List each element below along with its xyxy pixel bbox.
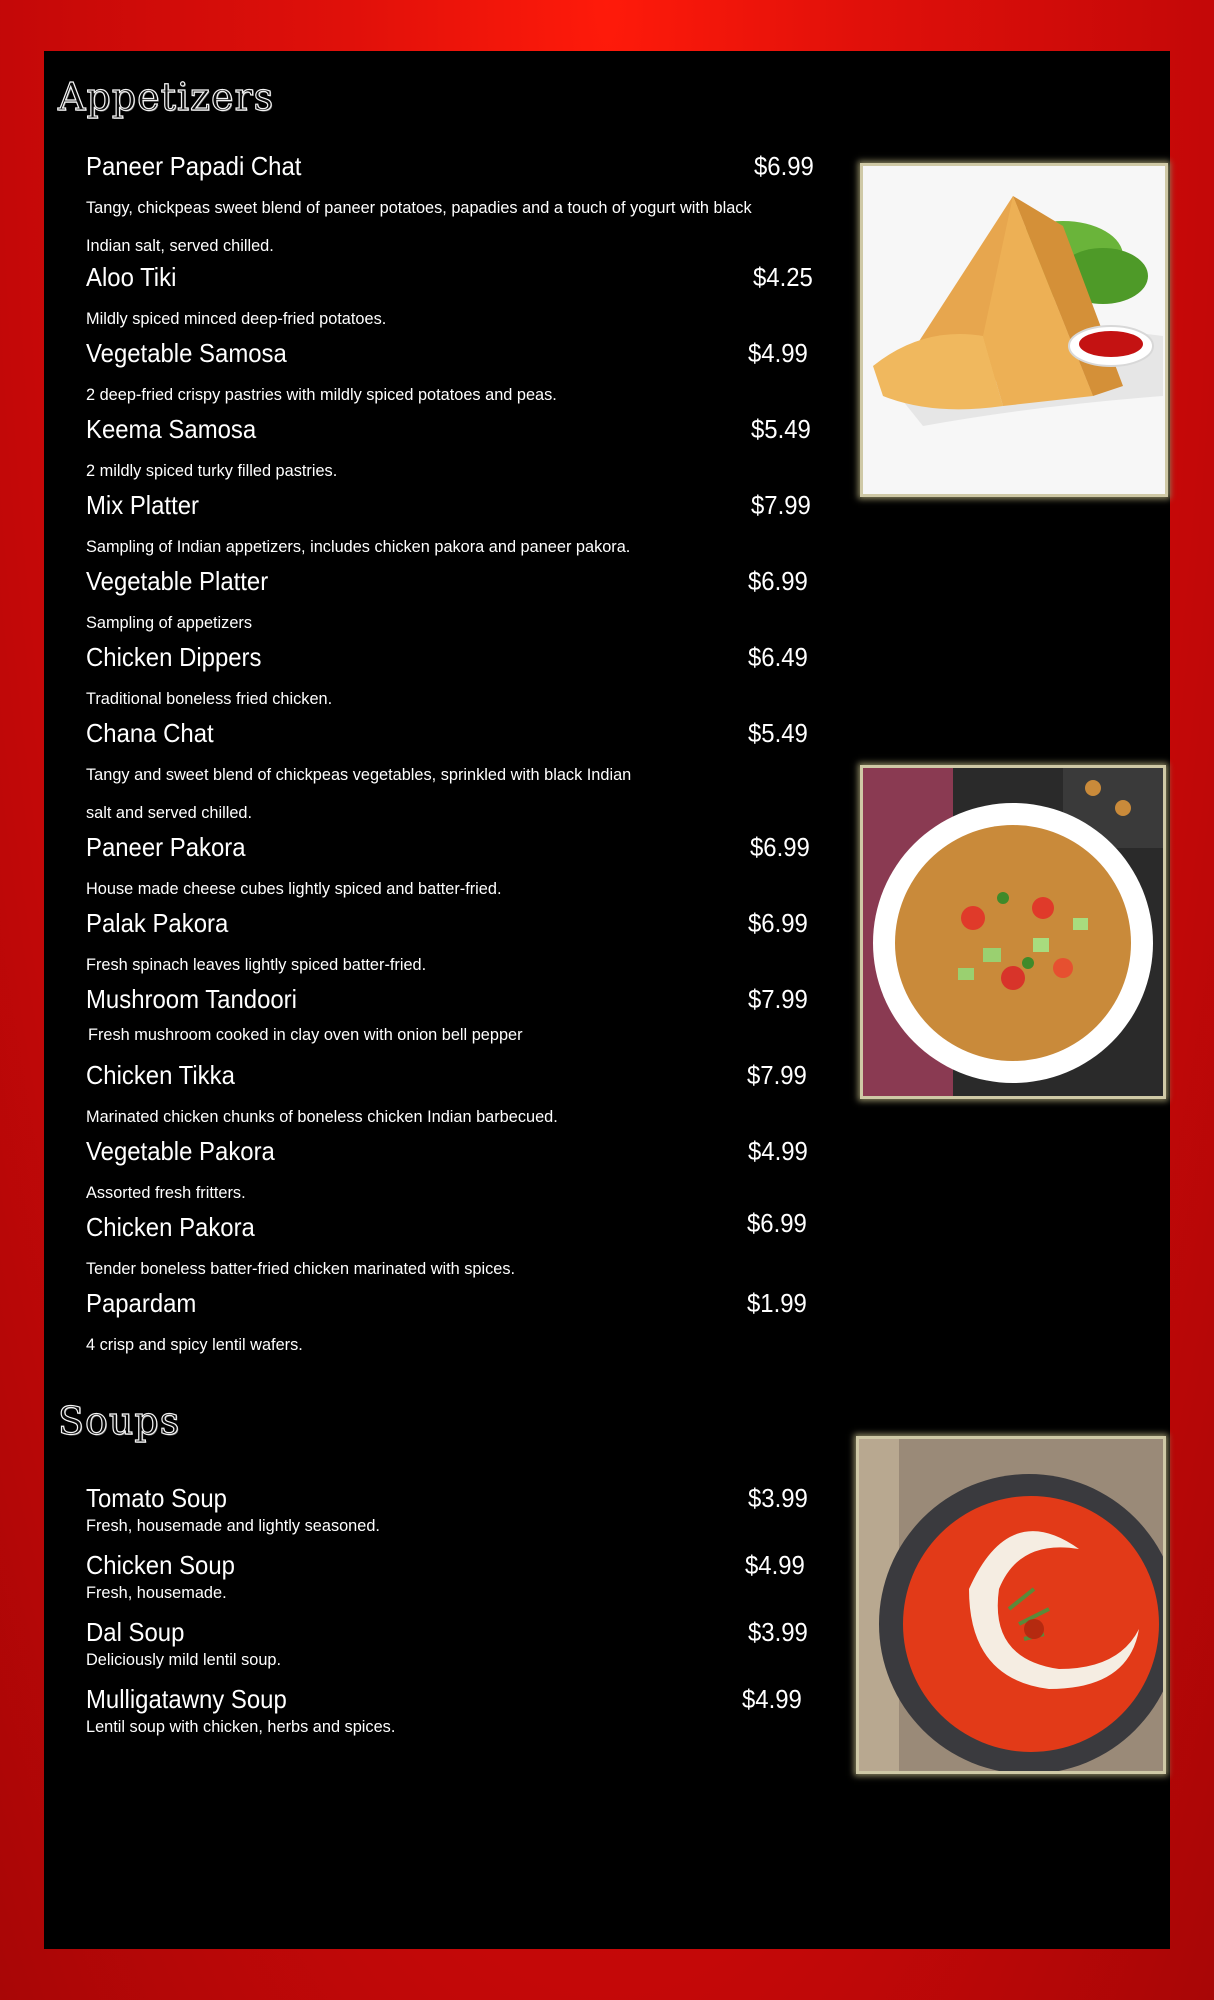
item-description: 4 crisp and spicy lentil wafers. bbox=[86, 1335, 303, 1354]
item-price: $7.99 bbox=[747, 1060, 807, 1090]
item-price: $6.99 bbox=[754, 151, 814, 181]
item-name: Chicken Pakora bbox=[86, 1212, 255, 1242]
item-name: Vegetable Platter bbox=[86, 566, 269, 596]
item-name: Mix Platter bbox=[86, 490, 199, 520]
item-name: Palak Pakora bbox=[86, 908, 229, 938]
item-description: Lentil soup with chicken, herbs and spices. bbox=[86, 1717, 396, 1736]
item-price: $5.49 bbox=[751, 414, 811, 444]
item-name: Paneer Pakora bbox=[86, 832, 246, 862]
item-description: Deliciously mild lentil soup. bbox=[86, 1650, 282, 1669]
item-description: Sampling of Indian appetizers, includes chicken pakora and paneer pakora. bbox=[86, 537, 631, 556]
item-price: $6.49 bbox=[748, 642, 808, 672]
item-price: $7.99 bbox=[751, 490, 811, 520]
item-name: Tomato Soup bbox=[86, 1483, 227, 1513]
item-price: $4.99 bbox=[748, 1136, 808, 1166]
item-description: Fresh, housemade and lightly seasoned. bbox=[86, 1516, 380, 1535]
item-price: $6.99 bbox=[747, 1208, 807, 1238]
item-name: Papardam bbox=[86, 1288, 197, 1318]
item-price: $3.99 bbox=[748, 1617, 808, 1647]
item-price: $6.99 bbox=[750, 832, 810, 862]
section-title-appetizers: Appetizers bbox=[58, 75, 275, 119]
item-price: $1.99 bbox=[747, 1288, 807, 1318]
item-name: Mulligatawny Soup bbox=[86, 1684, 287, 1714]
item-name: Keema Samosa bbox=[86, 414, 257, 444]
item-name: Aloo Tiki bbox=[86, 262, 177, 292]
item-description: Fresh mushroom cooked in clay oven with onion bell pepper bbox=[88, 1025, 523, 1044]
item-price: $6.99 bbox=[748, 908, 808, 938]
item-description: Traditional boneless fried chicken. bbox=[86, 689, 333, 708]
item-name: Chana Chat bbox=[86, 718, 214, 748]
item-price: $5.49 bbox=[748, 718, 808, 748]
item-name: Chicken Soup bbox=[86, 1550, 235, 1580]
chana-chat-photo bbox=[860, 765, 1166, 1099]
item-description: Fresh, housemade. bbox=[86, 1583, 227, 1602]
tomato-soup-photo bbox=[856, 1436, 1166, 1774]
item-description: Tender boneless batter-fried chicken marinated with spices. bbox=[86, 1259, 516, 1278]
item-description: Sampling of appetizers bbox=[86, 613, 253, 632]
item-description: Tangy and sweet blend of chickpeas vegetables, sprinkled with black Indian salt and served chilled. bbox=[86, 765, 632, 822]
item-price: $4.99 bbox=[745, 1550, 805, 1580]
item-description: Assorted fresh fritters. bbox=[86, 1183, 246, 1202]
item-description: House made cheese cubes lightly spiced and batter-fried. bbox=[86, 879, 502, 898]
item-name: Paneer Papadi Chat bbox=[86, 151, 302, 181]
item-description: Mildly spiced minced deep-fried potatoes. bbox=[86, 309, 387, 328]
item-price: $4.99 bbox=[742, 1684, 802, 1714]
item-description: 2 mildly spiced turky filled pastries. bbox=[86, 461, 338, 480]
item-price: $4.25 bbox=[753, 262, 813, 292]
item-description: Marinated chicken chunks of boneless chicken Indian barbecued. bbox=[86, 1107, 558, 1126]
section-title-soups: Soups bbox=[58, 1399, 181, 1443]
samosa-photo bbox=[860, 163, 1168, 497]
item-description: Fresh spinach leaves lightly spiced batter-fried. bbox=[86, 955, 427, 974]
item-description: Tangy, chickpeas sweet blend of paneer potatoes, papadies and a touch of yogurt with black Indian salt, served chilled. bbox=[86, 198, 752, 255]
item-price: $4.99 bbox=[748, 338, 808, 368]
item-description: 2 deep-fried crispy pastries with mildly spiced potatoes and peas. bbox=[86, 385, 557, 404]
item-name: Dal Soup bbox=[86, 1617, 185, 1647]
item-name: Mushroom Tandoori bbox=[86, 984, 297, 1014]
item-price: $6.99 bbox=[748, 566, 808, 596]
item-name: Chicken Dippers bbox=[86, 642, 262, 672]
item-price: $3.99 bbox=[748, 1483, 808, 1513]
menu-panel bbox=[44, 51, 1170, 1949]
item-price: $7.99 bbox=[748, 984, 808, 1014]
item-name: Vegetable Samosa bbox=[86, 338, 287, 368]
item-name: Vegetable Pakora bbox=[86, 1136, 275, 1166]
item-name: Chicken Tikka bbox=[86, 1060, 235, 1090]
